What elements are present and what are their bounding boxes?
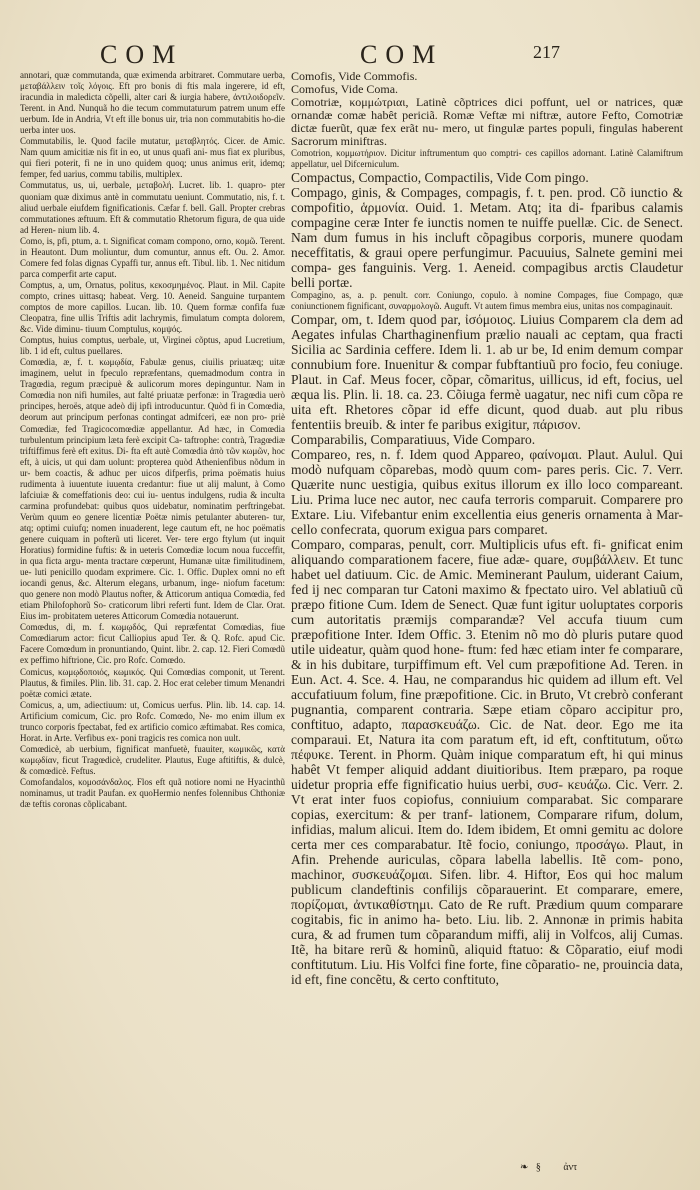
dictionary-entry: Comofis, Vide Commofis. [291,69,418,83]
dictionary-entry: Commutabilis, le. Quod facile mutatur, μεταβλητός. Cicer. de Amic. Nam quum amicitiæ nis fit in eo, ut unus quafi ani- mus fiat ex pluribus, qui fieri poterit, fi ne in uno quidem quoq; unus animus erit, idemq; femper, fed uarius, commu tabilis, multiplex. [20,136,285,180]
dictionary-entry: Compactus, Compactio, Compactilis, Vide Com pingo. [291,170,589,186]
dictionary-entry: Compareo, res, n. f. Idem quod Appareo, φαίνομαι. Plaut. Aulul. Qui modò nufquam cõparebas, modò quum com- pares peris. Cic. 7. Verr. Quærite nunc uestigia, quibus exitus illorum ex illo loco compareant. Liu. Prima luce nec autor, nec caufa terroris comparuit. Comparere pro Extare. Liu. Vifebantur enim excellentia eius generis ornamenta à Mar- cello confecrata, quorum exigua pars comparet. [291,447,683,538]
dictionary-entry: Como, is, pfi, ptum, a. t. Significat comam compono, orno, κομῶ. Terent. in Heautont. Dum moliuntur, dum comuntur, annus eft. Ou. 2. Amor. Comere fed folas dignas Cypaffi tur, annus eft. Tibul. lib. 1. Nec nitidum parca comperfit arte caput. [20,235,285,279]
dictionary-entry: Comptus, a, um, Ornatus, politus, κεκοσμημένος. Plaut. in Mil. Capite compto, crines uittasq; habeat. Verg. 10. Aeneid. Sanguine turpantem comptos de more capillos. Lucan. lib. 10. Quem formæ confifa fuæ Cleopatra, fine ullis Triftis adit lachrymis, fimulatum compta dolorem, &c. Vide diminu- tiuum Comptulus, κομψός. [20,279,285,335]
dictionary-entry: Comparo, comparas, penult, corr. Multiplicis ufus eft. fi- gnificat enim aliquando comparationem facere, fiue adæ- quare, συμβάλλειν. Et tunc habet uel datiuum. Cic. de Amic. Meminerant Paulum, uiderant Caium, fed ij nec comparan tur Catoni maximo & fpectato uiro. Vel ablatiuũ cũ præpo fitione Cum. Idem de Senect. Quæ funt igitur uoluptates corporis cum autoritatis præmijs comparandæ? Vel accufa tiuum cum præpofitione Inter. Idem Offic. 3. Etenim nõ mo dò pluris putare quod utile uideatur, quàm quod hone- ftum: fed hæc etiam inter fe comparare, & in his dubitare, turpiffimum eft. Vel cum præpofitione Ad. Teren. in Eun. Act. 4. Sce. 4. Hau, ne comparandus hic quidem ad illum eft. Vel accufatiuum folum, fine præpofitione. Cic. in Bruto, Vt crebrò conferant pugnantia, comparent contraria. Sæpe etiam cõparo accipitur pro, conftituo, adapto, παρασκευάζω. Cic. de Nat. deor. Ego me ita comparaui. Et, Natura ita com paratum eft, id eft, conftitutum, οὕτω πέφυκε. Terent. in Phorm. Quàm inique comparatum eft, hi qui minus habêt Vt femper aliquid addant diuitioribus. Item præparo, pa roque uidetur propria effe fignificatio huius uerbi, συσ- κευάζω. Cic. Verr. 2. Vt erat inter fuos copiofus, conniuium comparabat. Sic comparare copias, exercitum: & per tranf- lationem, Comparare rifum, dolum, infidias, malum alicui. Item do. Idem ibidem, Et omni gemitu ac dolore certa mer ces comparabatur. Itẽ focio, coniungo, προσάγω. Plaut, in Afin. Prehende auriculas, cõpara labella labellis. Itẽ com- pono, machinor, συσκευάζομαι. Sifen. libr. 4. Hiftor, Eos qui hoc malum publicum clandeftinis confilijs cõparauerint. Et comparare, emere, πορίζομαι, ἀντικαθίστημι. Cato de Re ruft. Prædium quum comparare cogitabis, fic in animo ha- beto. Liu. lib. 2. Annonæ in primis habita cura, & ad frumen tum cõparandum miffi, alij in Volfcos, alij Cumas. Itẽ, ha bitare rerũ & hominũ, aliquid ftatuo: & Cõparatio, eiuf modi conftitutum. Liu. His Volfci fine forte, fine cõparatio- ne, prouincia data, id eft, fine concẽtu, & certo conftituto, [291,537,684,988]
catchword: ἀντ [563,1162,578,1173]
dictionary-entry: Comofus, Vide Coma. [291,82,399,96]
dictionary-entry: Comptus, huius comptus, uerbale, ut, Virginei cõptus, apud Lucretium, lib. 1 id eft, cultus puellares. [20,335,285,357]
dictionary-entry: Comotriæ, κομμώτριαι, Latinè cõptrices dici poffunt, uel or natrices, quæ ornandæ comæ habêt periciã. Romæ Veftæ mi niftræ, autore Fefto, Comotriæ dictæ fuerũt, quæ fex erãt nu- mero, ut fingulæ partes populi, fingulas haberent Sacrorum miniftras. [291,95,683,148]
dictionary-entry: Comicus, a, um, adiectiuum: ut, Comicus uerfus. Plin. lib. 14. cap. 14. Artificium comicum, Cic. pro Rofc. Comœdo, Ne- mo enim illum ex trunco corporis fpectabat, fed ex artificio comico æftimabat. Res comica, Horat. in Arte. Verfibus ex- poni tragicis res comica non uult. [20,699,285,743]
right-column [291,70,683,987]
running-head-left: COM [100,40,184,69]
dictionary-entry: Comparabilis, Comparatiuus, Vide Comparo. [291,432,536,448]
dictionary-entry: Commutatus, us, ui, uerbale, μεταβολή. Lucret. lib. 1. quapro- pter quoniam quæ diximus antè in commutatu ueniunt. Commutatio, nis, f. t. aliud uerbale eiufdem fignificationis. Cæfar f. bell. Gall. Propter crebras commutationes æftuum. Eft & commutatio Rhetorum figura, de qua uide ad Heren- nium lib. 4. [20,180,285,235]
dictionary-entry: Compagino, as, a. p. penult. corr. Coniungo, copulo. à nomine Compages, fiue Compago, quæ coniunctionem fignificant, συναρμολογῶ. Auguft. Vt autem fimus membra eius, unitas nos compaginauit. [291,290,683,312]
dictionary-entry: annotari, quæ commutanda, quæ eximenda arbitraret. Commutare uerba, μεταβάλλειν τοῖς λόγοις. Eft pro bonis di ftis mala ingerere, id eft, iracundia in maledicta cõpelli, alter cari & iurgia habere, ἀντιλοιδορεῖν. Terent. in And. Nunquã ho die tecum commutaturum patrem unum effe uerbum. Ide in Andria, Vt eft ille bonus uir, tria non commutabitis ho-die uerba inter uos. [20,70,285,136]
dictionary-entry: Comœdia, æ, f. t. κωμῳδία, Fabulæ genus, ciuilis priuatæq; uitæ imaginem, uelut in fpeculo repræfentans, quemadmodum contra in Tragœdia, regum præcipuè & aulicorum mores depinguntur. Nam in Comœdia non nifi humiles, aut falté priuatæ perfonæ: in Tragœdia uerò principes, heroës, atque adeò dij ipfi introducuntur. Quòd fi in Comœdia, deorum aut principum perfonas contingat admifceri, eæ non pro- priè Comœdiæ, fed Tragicocomœdiæ appellantur. Ad hæc, in Comœdia turbulentum principium læta ferè excipit Ca- taftrophe: contrà, Tragœdiæ triftiffimus ferè eft exitus. Di- fta eft autè Comœdia ἀπὸ τῶν κωμῶν, hoc eft, à uicis, ut qui dam uolunt: propterea quòd Athenienfibus nõdum in ur- bem coactis, & adhuc per uicos difperfis, prima poëmatis huius rudimenta à iuuentute iuuenta credantur: fiue ut alij malunt, à Como lafciuiæ & comeffationis deo: cui iu- uentus indulgens, rudia & inculta carmina profundebat: quibus quos uidebatur, nominatim perftringebat. Verùm quum eo genere licentiæ Poëtæ nimis petulanter abuteren- tur, atq; optimi cuiufq; nomen inuaderent, lege cautum eft, ne hoc poëmatis genere cuiquam in pofterũ uti liceret. Ver- tere ergo ftylum (ut inquit Horatius) formidine fuftis: & in ueteris Comœdiæ locum noua fucceffit, in qua ficta argu- menta tractare cœperunt, Humanæ uitæ fimilitudinem, ue- luti penicillo quodam exprimere. Cic. 1. Offic. Duplex omni no eft iocandi genus, &c. Alterum elegans, urbanum, inge- niofum facetum: quo genere non modò Plautus nofter, & Atticorum antiqua Comœdia, fed etiam Philofophorũ So- craticorum libri referti funt. Idem de Clar. Orat. Eius im- probitatem ueteres Atticorum Comœdia notauerunt. [20,357,285,622]
dictionary-entry: Comotrion, κομμωτήριον. Dicitur inftrumentum quo comptri- ces capillos adornant. Latinè Calamiftrum appellatur, uel Difcerniculum. [291,148,683,170]
dictionary-entry: Comofandalos, κομοσάνδαλος. Flos eft quã notiore nomi ne Hyacinthũ nominamus, ut tradit Paufan. ex quoHermio nenfes folennibus Chthoniæ dæ teftis coronas cõplicabant. [20,777,285,810]
catchword-line [520,1162,690,1173]
page-number: 217 [533,42,560,62]
dictionary-entry: Comicus, κωμῳδοποιός, κωμικός. Qui Comœdias componit, ut Terent. Plautus, & fimiles. Plin. lib. 31. cap. 2. Hoc erat celeber timum Menandri poëtæ comici ætate. [20,666,285,699]
ornament-mark: ❧ § [520,1162,564,1173]
left-column [20,70,285,810]
dictionary-entry: Comœdicè, ab uerbium, fignificat manfuetè, fuauiter, κωμικῶς, κατὰ κωμῳδίαν, ficut Tragœdicè, crudeliter. Plautus, Euge aftitiftis, & dulcè, & comœdicè. Feftus. [20,743,285,776]
dictionary-entry: Compago, ginis, & Compages, compagis, f. t. pen. prod. Cõ iunctio & compofitio, ἁρμονία. Ouid. 1. Metam. Atq; ita di- fparibus calamis compagine ceræ Inter fe iunctis nomen te nuiffe puellæ. Cic. de Senect. Nam dum fumus in his incluft cõpagibus corporis, munere quodam neceffitatis, & graui opere perfungimur. Pacuuius, Salnete gemini mei compa- ges fanguinis. Verg. 1. Aeneid. compagibus arctis Claudetur belli portæ. [291,185,683,291]
dictionary-entry: Compar, om, t. Idem quod par, ἰσόμοιος. Liuius Comparem cla dem ad Aegates infulas Charthaginenfium prælio nauali ac ceptam, qua fracti Sicilia ac Sardinia ceffere. Idem li. 1. ab ur be, Id enim demum compar connubium fore. Inuenitur & compar fubftantiuũ pro focio, feu coniuge. Plaut. in Caf. Meus focer, cõpar, cõmaritus, uillicus, id eft, focius, uel æqua lis. Plin. li. 18. ca. 23. Cõiuga fermè uagatur, nec nifi cum cõpa re uita eft. Rhetores cõpar id effe dicunt, quod duab. aut plu ribus fententiis breuib. & inter fe paribus exigitur, πάρισον. [291,312,683,433]
running-head-right: COM [360,40,444,69]
page-header [0,30,700,70]
dictionary-entry: Comœdus, di, m. f. κωμῳδός, Qui repræfentat Comœdias, fiue Comœdiarum actor: ficut Calliopius apud Ter. & Q. Rofc. apud Cic. Facere Comœdum in pronuntiando, Quint. libr. 2. cap. 12. Fieri Comœdũ ex peffimo hiftrione, Cic. pro Rofc. Comœdo. [20,622,285,666]
